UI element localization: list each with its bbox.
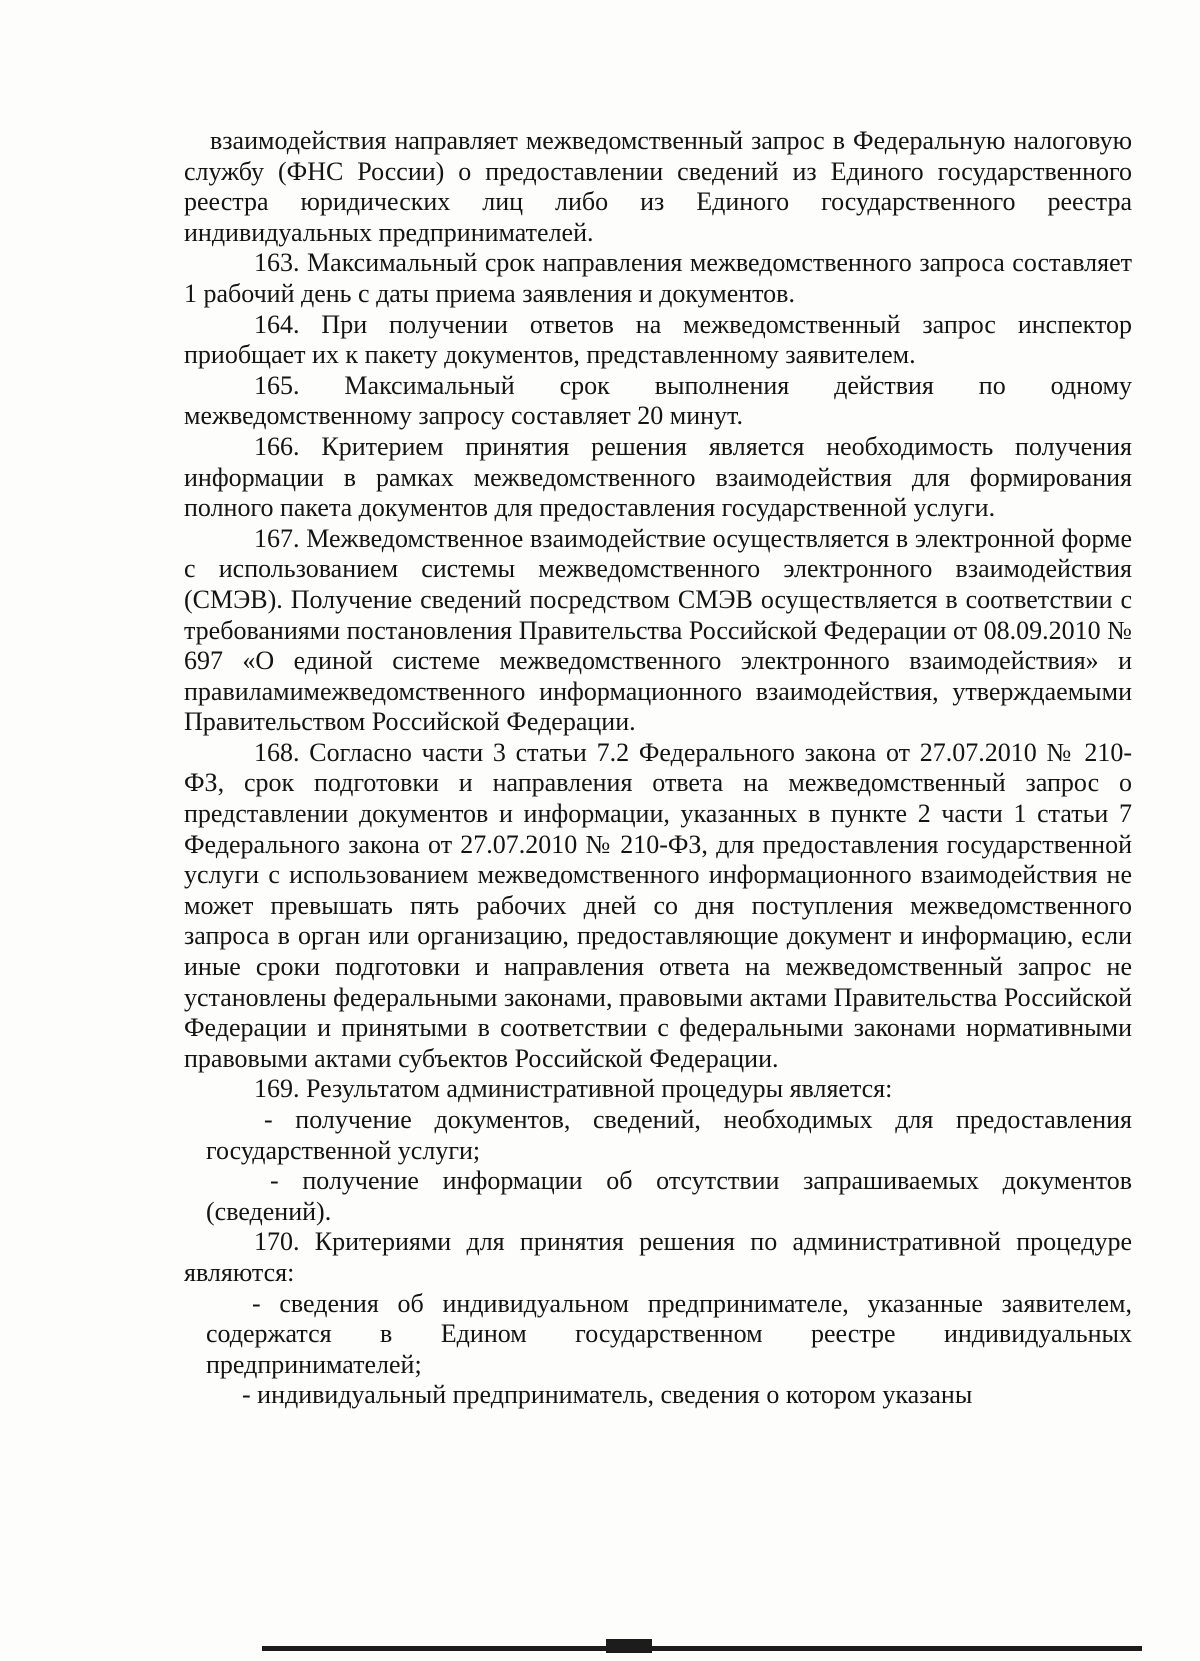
paragraph-continuation: взаимодействия направляет межведомственный запрос в Федеральную налоговую службу (ФНС России) о предоставлении сведений из Единого государственного реестра юридических лиц либо из Единого государственного реестра индивидуальных предпринимателей. [184, 126, 1132, 247]
result-item-absence: - получение информации об отсутствии запрашиваемых документов (сведений). [206, 1166, 1132, 1226]
scan-edge-mark [606, 1639, 652, 1653]
paragraph-168: 168. Согласно части 3 статьи 7.2 Федерального закона от 27.07.2010 № 210-ФЗ, срок подготовки и направления ответа на межведомственный запрос о представлении документов и информации, указанных в пункте 2 части 1 статьи 7 Федерального закона от 27.07.2010 № 210-ФЗ, для предоставления государственной услуги с использованием межведомственного информационного взаимодействия не может превышать пять рабочих дней со дня поступления межведомственного запроса в орган или организацию, предоставляющие документ и информацию, если иные сроки подготовки и направления ответа на межведомственный запрос не установлены федеральными законами, правовыми актами Правительства Российской Федерации и принятыми в соответствии с федеральными законами нормативными правовыми актами субъектов Российской Федерации. [184, 737, 1132, 1073]
paragraph-169: 169. Результатом административной процедуры является: [254, 1074, 893, 1104]
paragraph-170: 170. Критериями для принятия решения по административной процедуре являются: [184, 1227, 1132, 1287]
paragraph-164: 164. При получении ответов на межведомственный запрос инспектор приобщает их к пакету документов, представленному заявителем. [184, 309, 1132, 370]
scan-edge-line [262, 1646, 1142, 1651]
document-body [184, 126, 1132, 1411]
criteria-item-registry: - сведения об индивидуальном предпринимателе, указанные заявителем, содержатся в Едином государственном реестре индивидуальных предпринимателей; [206, 1288, 1132, 1379]
result-item-documents: - получение документов, сведений, необходимых для предоставления государственной услуги; [206, 1105, 1132, 1165]
paragraph-166: 166. Критерием принятия решения является необходимость получения информации в рамках межведомственного взаимодействия для формирования полного пакета документов для предоставления государственной услуги. [184, 431, 1132, 523]
paragraph-165: 165. Максимальный срок выполнения действия по одному межведомственному запросу составляет 20 минут. [184, 370, 1132, 431]
criteria-item-entrepreneur: - индивидуальный предприниматель, сведения о котором указаны [242, 1380, 973, 1410]
paragraph-163: 163. Максимальный срок направления межведомственного запроса составляет 1 рабочий день с даты приема заявления и документов. [184, 248, 1132, 308]
paragraph-167: 167. Межведомственное взаимодействие осуществляется в электронной форме с использованием системы межведомственного электронного взаимодействия (СМЭВ). Получение сведений посредством СМЭВ осуществляется в соответствии с требованиями постановления Правительства Российской Федерации от 08.09.2010 № 697 «О единой системе межведомственного электронного взаимодействия» и правиламимежведомственного информационного взаимодействия, утверждаемыми Правительством Российской Федерации. [184, 523, 1132, 737]
